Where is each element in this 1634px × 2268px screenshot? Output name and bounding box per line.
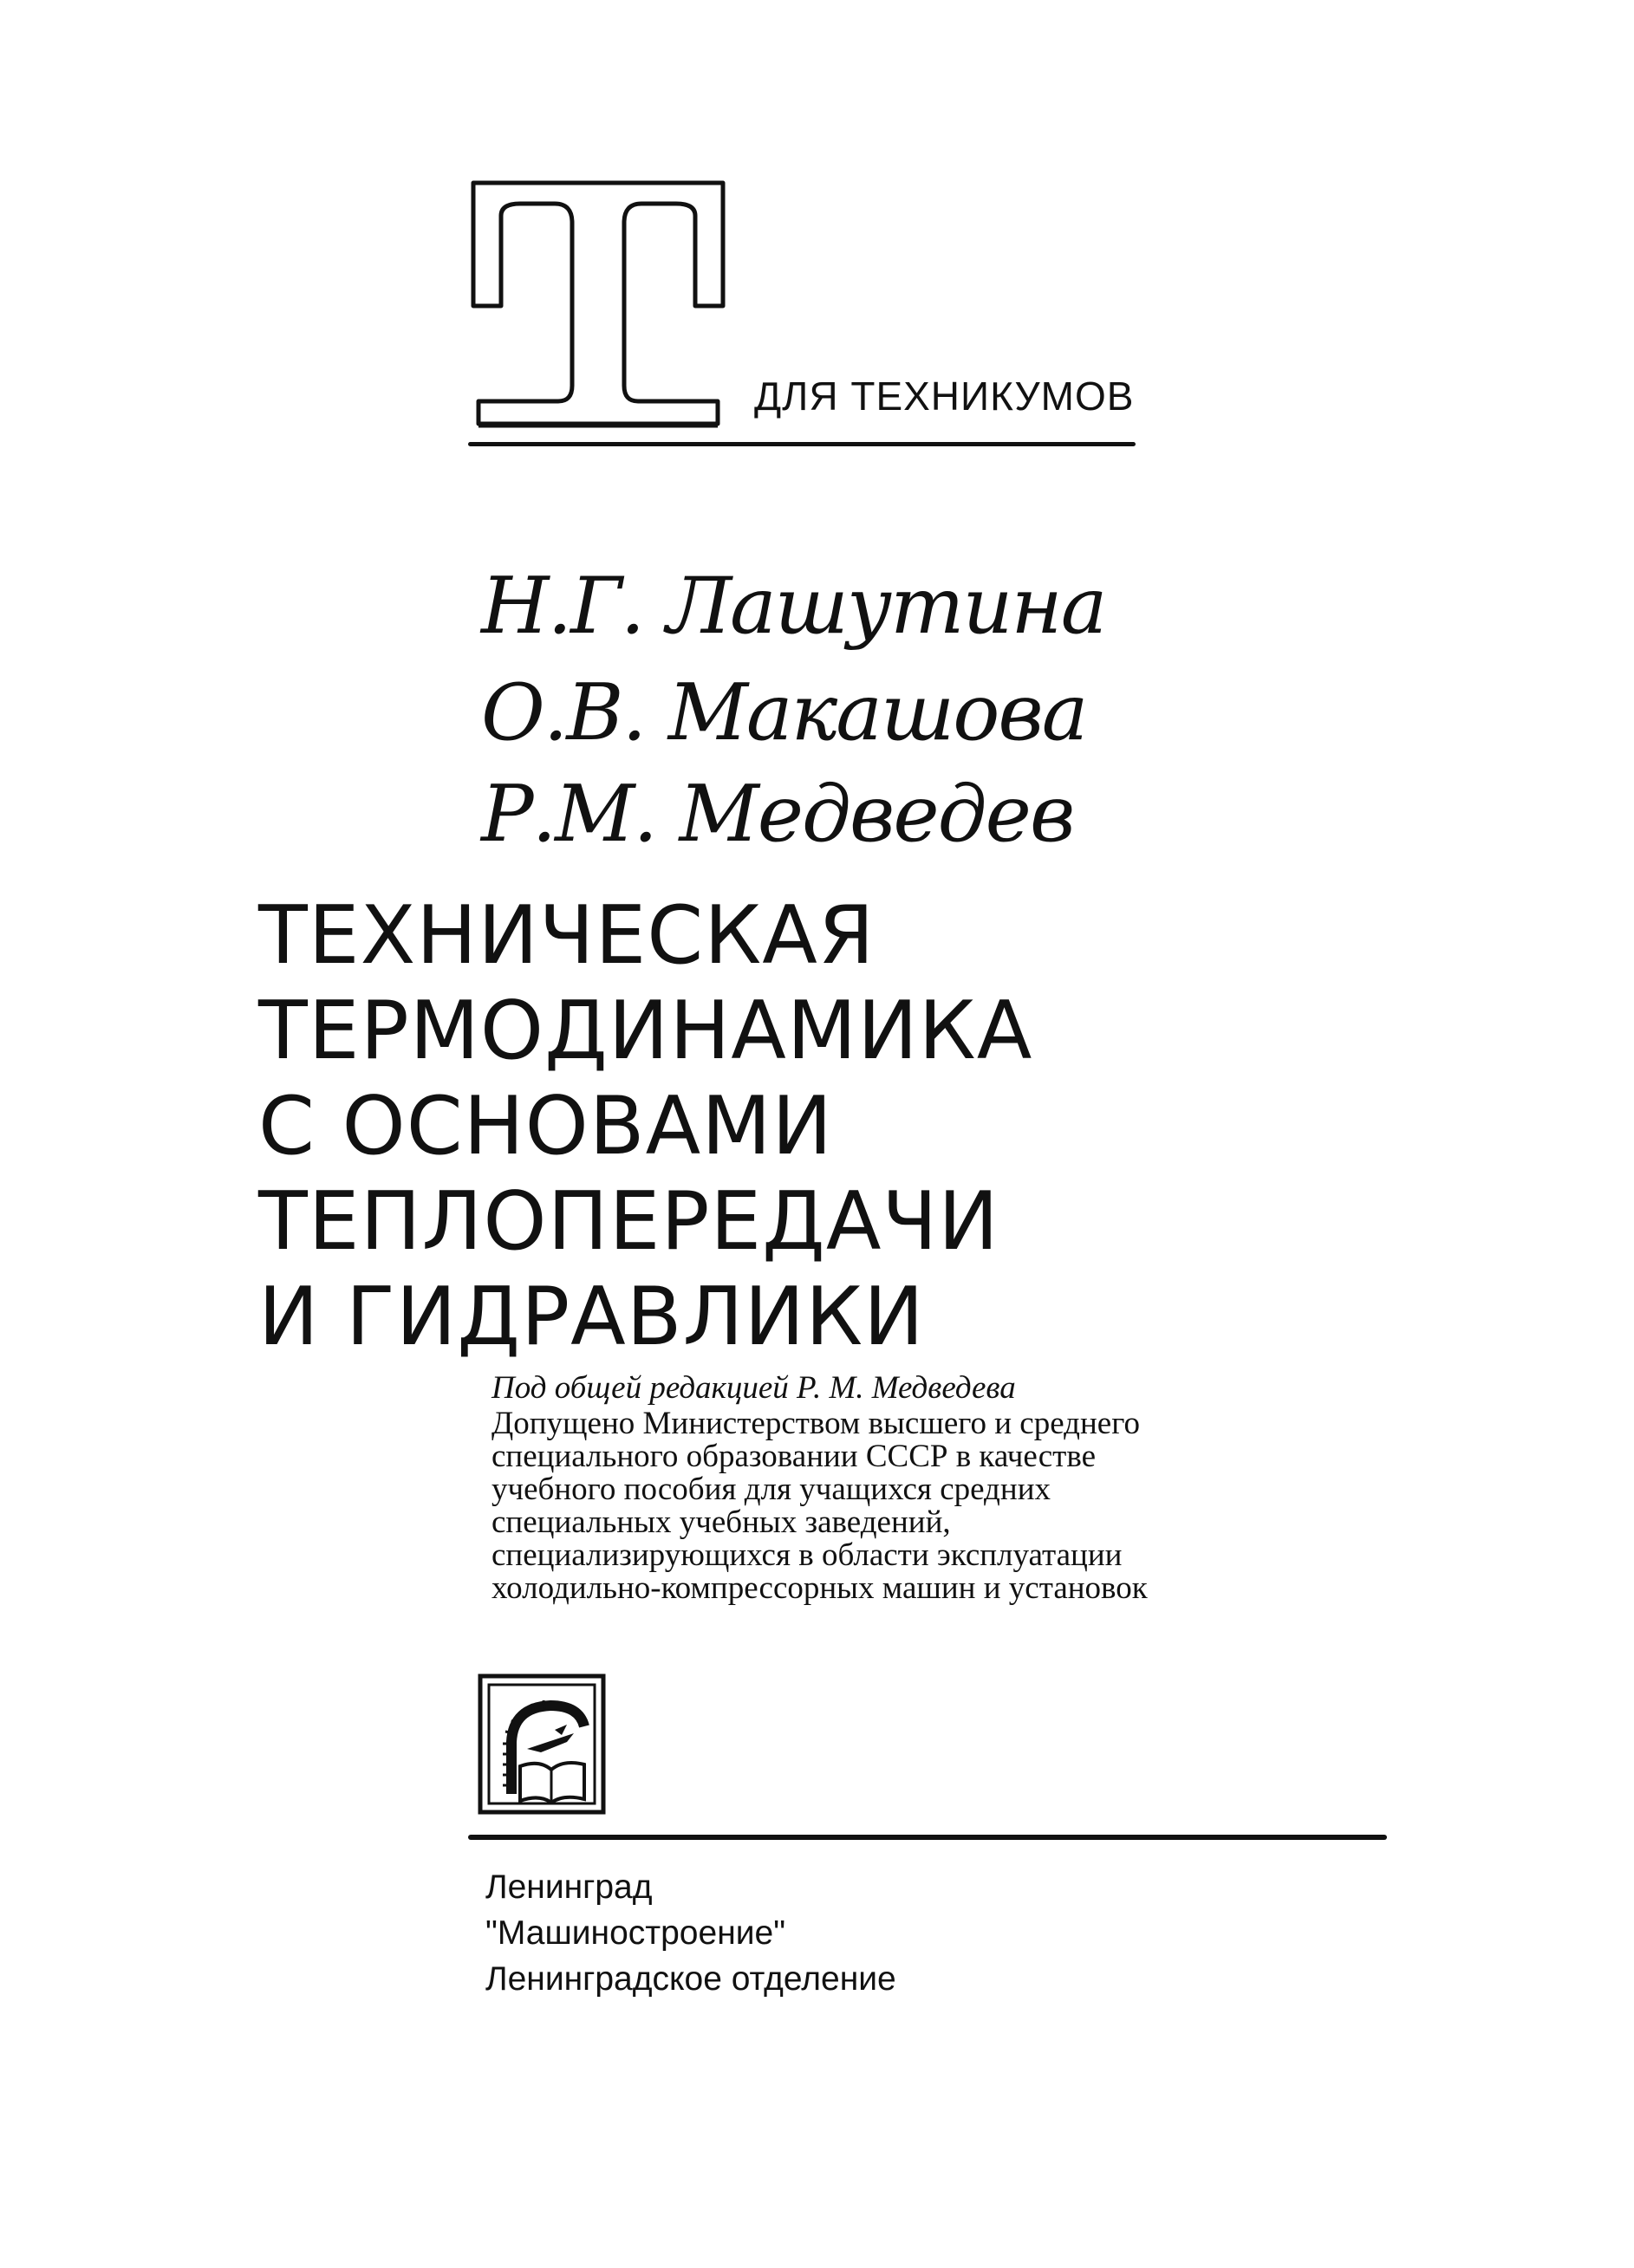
editor-credit: Под общей редакцией Р. М. Медведева — [492, 1370, 1016, 1406]
book-title-line: С ОСНОВАМИ — [258, 1079, 833, 1173]
approval-note-line: холодильно-компрессорных машин и установок — [492, 1570, 1148, 1606]
imprint-branch: Ленинградское отделение — [485, 1960, 896, 1998]
author-name: Н.Г. Лашутина — [481, 561, 1106, 652]
approval-note-line: специализирующихся в области эксплуатации — [492, 1537, 1123, 1573]
approval-note-line: специальных учебных заведений, — [492, 1504, 951, 1540]
book-title-line: ТЕПЛОПЕРЕДАЧИ — [258, 1174, 999, 1268]
imprint-publisher: "Машиностроение" — [485, 1914, 786, 1952]
book-title-line: ТЕРМОДИНАМИКА — [258, 984, 1033, 1077]
approval-note-line: учебного пособия для учащихся средних — [492, 1472, 1051, 1507]
publisher-divider — [468, 1835, 1387, 1840]
series-divider — [468, 442, 1136, 446]
approval-note-line: специального образовании СССР в качестве — [492, 1439, 1097, 1474]
author-name: Р.М. Медведев — [481, 769, 1074, 860]
series-t-logo-icon — [468, 178, 728, 429]
imprint-city: Ленинград — [485, 1868, 653, 1906]
author-name: О.В. Макашова — [481, 667, 1087, 758]
series-name: ДЛЯ ТЕХНИКУМОВ — [754, 374, 1135, 419]
approval-note-line: Допущено Министерством высшего и среднего — [492, 1406, 1140, 1441]
publisher-emblem-icon — [477, 1673, 607, 1816]
book-title-line: И ГИДРАВЛИКИ — [258, 1270, 925, 1363]
book-title-line: ТЕХНИЧЕСКАЯ — [258, 888, 876, 982]
